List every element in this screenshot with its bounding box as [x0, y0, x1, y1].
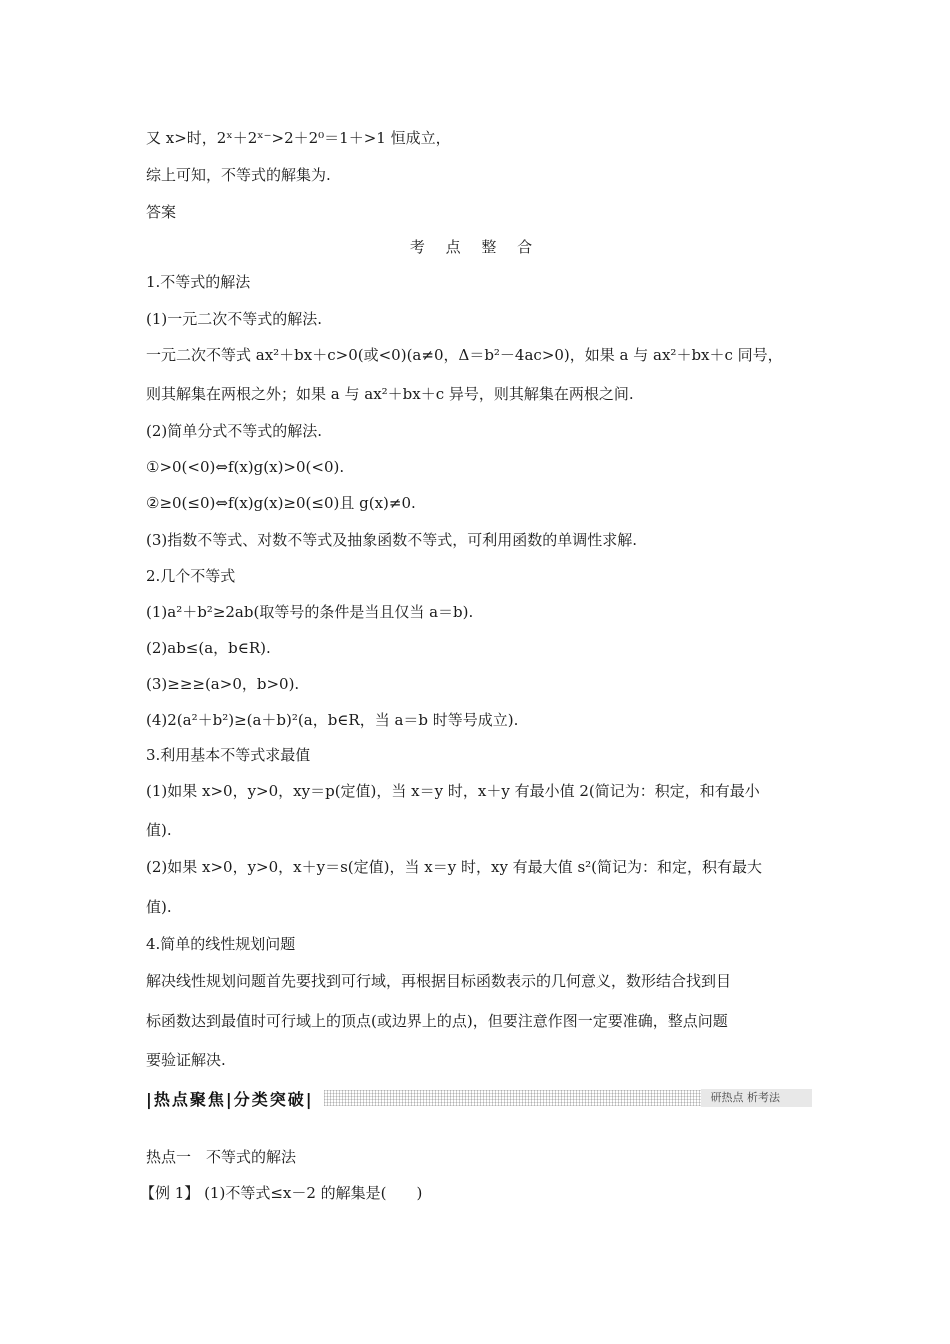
- text-line: (1)如果 x>0，y>0，xy＝p(定值)，当 x＝y 时，x＋y 有最小值 2(简记为：积定，和有最小: [146, 782, 760, 800]
- text-line: 综上可知，不等式的解集为.: [146, 166, 331, 184]
- banner-subtitle: 研热点 析考法: [701, 1089, 813, 1107]
- section-banner: [146, 1087, 812, 1109]
- text-line: (3)≥≥≥(a>0，b>0).: [146, 675, 300, 693]
- text-line: (3)指数不等式、对数不等式及抽象函数不等式，可利用函数的单调性求解.: [146, 531, 638, 549]
- text-line: 标函数达到最值时可行域上的顶点(或边界上的点)，但要注意作图一定要准确，整点问题: [146, 1012, 728, 1030]
- heading: 3.利用基本不等式求最值: [146, 746, 311, 764]
- section-title: 考 点 整 合: [409, 238, 541, 256]
- text-line: (1)一元二次不等式的解法.: [146, 310, 323, 328]
- text-line: ①>0(<0)⇔f(x)g(x)>0(<0).: [146, 458, 345, 476]
- text-line: 解决线性规划问题首先要找到可行域，再根据目标函数表示的几何意义，数形结合找到目: [146, 972, 732, 990]
- text-line: 要验证解决.: [146, 1051, 226, 1069]
- heading: 1.不等式的解法: [146, 273, 251, 291]
- example-line: 【例 1】 (1)不等式≤x－2 的解集是( ): [140, 1184, 423, 1202]
- text-line: (4)2(a²＋b²)≥(a＋b)²(a，b∈R，当 a＝b 时等号成立).: [146, 711, 519, 729]
- heading: 4.简单的线性规划问题: [146, 935, 296, 953]
- hot-point-heading: 热点一 不等式的解法: [146, 1148, 297, 1166]
- text-line: 值).: [146, 898, 172, 916]
- text-line: (2)简单分式不等式的解法.: [146, 422, 323, 440]
- text-line: 则其解集在两根之外；如果 a 与 ax²＋bx＋c 异号，则其解集在两根之间.: [146, 385, 634, 403]
- text-line: (2)ab≤(a，b∈R).: [146, 639, 271, 657]
- answer-label: 答案: [146, 203, 177, 221]
- banner-title: |热点聚焦|分类突破|: [146, 1089, 314, 1109]
- text-line: 值).: [146, 821, 172, 839]
- text-line: (2)如果 x>0，y>0，x＋y＝s(定值)，当 x＝y 时，xy 有最大值 s²(简记为：和定，积有最大: [146, 858, 763, 876]
- text-line: (1)a²＋b²≥2ab(取等号的条件是当且仅当 a＝b).: [146, 603, 474, 621]
- text-line: 又 x>时，2ˣ＋2ˣ⁻>2＋2⁰＝1＋>1 恒成立，: [146, 129, 451, 147]
- text-line: ②≥0(≤0)⇔f(x)g(x)≥0(≤0)且 g(x)≠0.: [146, 494, 416, 512]
- text-line: 一元二次不等式 ax²＋bx＋c>0(或<0)(a≠0，Δ＝b²－4ac>0)，如果 a 与 ax²＋bx＋c 同号，: [146, 346, 783, 364]
- banner-pattern: [324, 1090, 812, 1106]
- heading: 2.几个不等式: [146, 567, 236, 585]
